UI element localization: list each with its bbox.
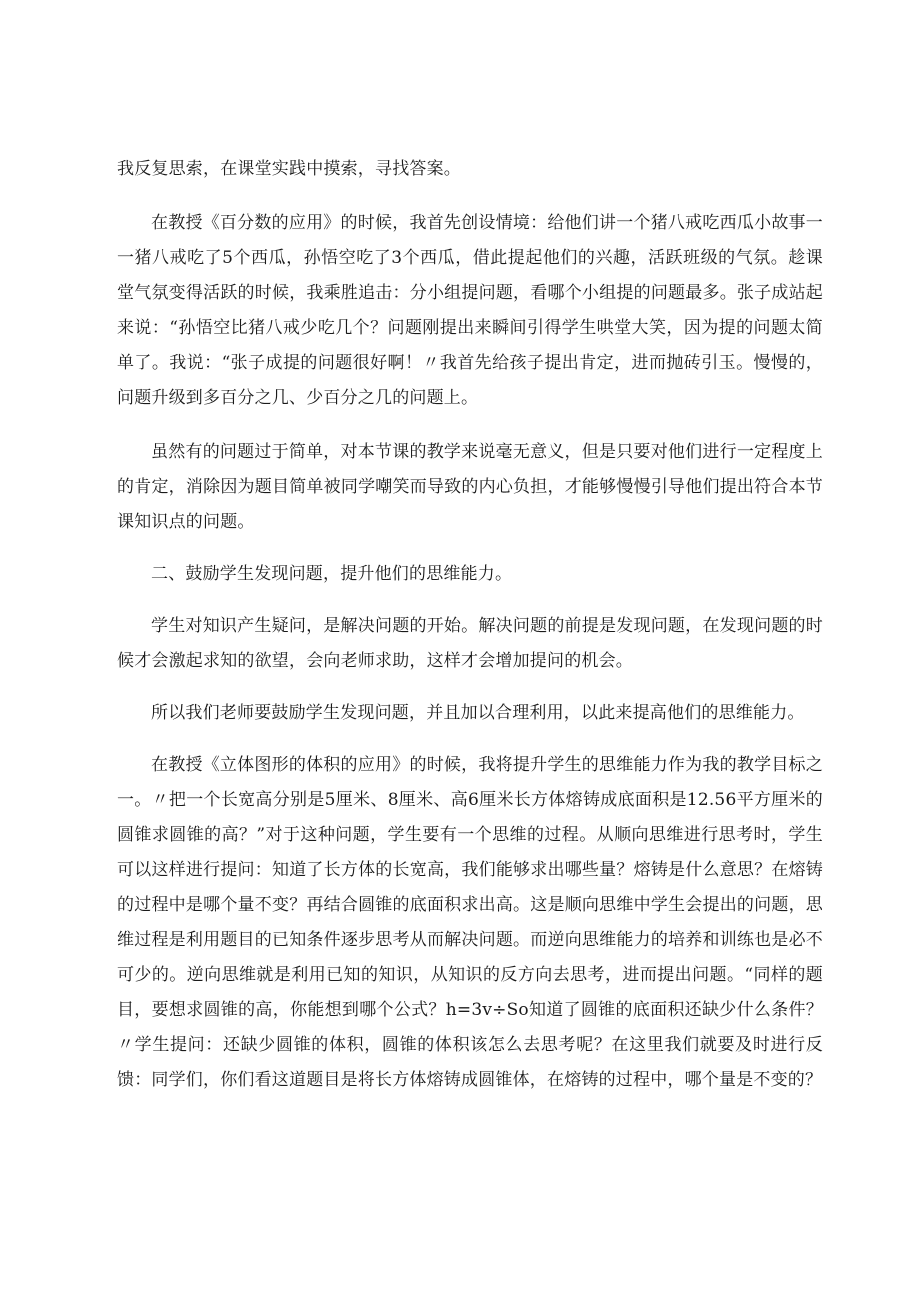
section-heading-2: 二、鼓励学生发现问题，提升他们的思维能力。 (151, 564, 513, 584)
paragraph-percentage-lesson: 在教授《百分数的应用》的时候，我首先创设情境：给他们讲一个猪八戒吃西瓜小故事一一猪八戒吃了5个西瓜，孙悟空吃了3个西瓜，借此提起他们的兴趣，活跃班级的气氛。趁课堂气氛变得活跃的时候，我乘胜追击：分小组提问题，看哪个小组提的问题最多。张子成站起来说：“孙悟空比猪八戒少吃几个？问题刚提出来瞬间引得学生哄堂大笑，因为提的问题太简单了。我说：“张子成提的问题很好啊！〃我首先给孩子提出肯定，进而抛砖引玉。慢慢的，问题升级到多百分之几、少百分之几的问题上。 (117, 213, 823, 408)
paragraph-affirmation: 虽然有的问题过于简单，对本节课的教学来说毫无意义，但是只要对他们进行一定程度上的肯定，消除因为题目简单被同学嘲笑而导致的内心负担，才能够慢慢引导他们提出符合本节课知识点的问题。 (117, 442, 823, 532)
paragraph-discover-questions: 学生对知识产生疑问，是解决问题的开始。解决问题的前提是发现问题，在发现问题的时候才会激起求知的欲望，会向老师求助，这样才会增加提问的机会。 (117, 616, 823, 671)
paragraph-volume-lesson: 在教授《立体图形的体积的应用》的时候，我将提升学生的思维能力作为我的教学目标之一。〃把一个长宽高分别是5厘米、8厘米、高6厘米长方体熔铸成底面积是12.56平方厘米的圆锥求圆锥的高？”对于这种问题，学生要有一个思维的过程。从顺向思维进行思考时，学生可以这样进行提问：知道了长方体的长宽高，我们能够求出哪些量？熔铸是什么意思？在熔铸的过程中是哪个量不变？再结合圆锥的底面积求出高。这是顺向思维中学生会提出的问题，思维过程是利用题目的已知条件逐步思考从而解决问题。而逆向思维能力的培养和训练也是必不可少的。逆向思维就是利用已知的知识，从知识的反方向去思考，进而提出问题。“同样的题目，要想求圆锥的高，你能想到哪个公式？h=3v÷So知道了圆锥的底面积还缺少什么条件？〃学生提问：还缺少圆锥的体积，圆锥的体积该怎么去思考呢？在这里我们就要及时进行反馈：同学们，你们看这道题目是将长方体熔铸成圆锥体，在熔铸的过程中，哪个量是不变的？ (117, 755, 823, 1090)
paragraph-teacher-encourage: 所以我们老师要鼓励学生发现问题，并且加以合理利用，以此来提高他们的思维能力。 (151, 703, 805, 723)
paragraph-intro: 我反复思索，在课堂实践中摸索，寻找答案。 (117, 159, 461, 179)
document-page (117, 152, 823, 1098)
